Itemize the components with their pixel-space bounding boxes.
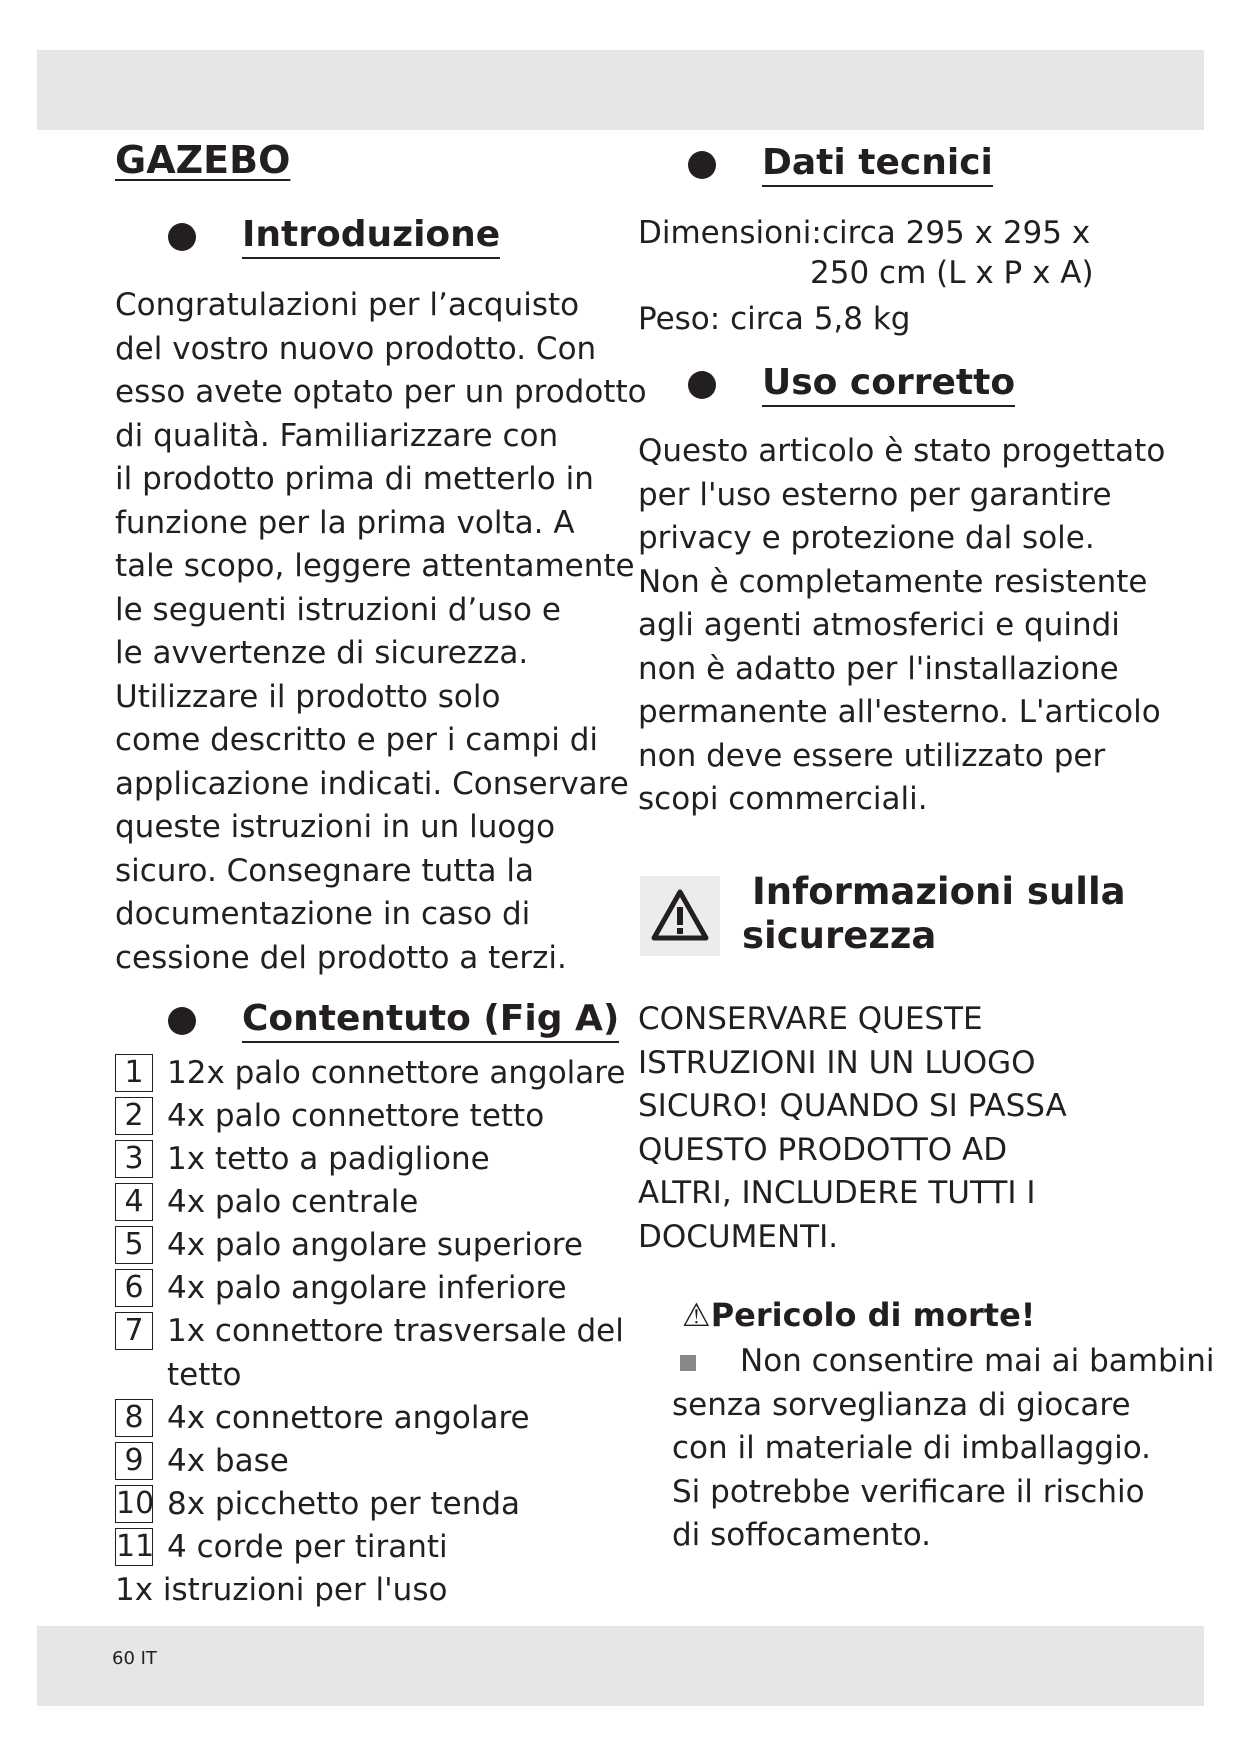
- intro-line: Congratulazioni per l’acquisto: [115, 287, 580, 323]
- intro-line: queste istruzioni in un luogo: [115, 809, 556, 845]
- danger-line: Non consentire mai ai bambini: [680, 1340, 1215, 1384]
- safety-heading-line-1: Informazioni sulla: [752, 870, 1126, 913]
- list-item: 4 4x palo centrale: [115, 1183, 625, 1221]
- use-line: Non è completamente resistente: [638, 563, 1148, 600]
- use-heading: Uso corretto: [688, 362, 1015, 407]
- caps-line: QUESTO PRODOTTO AD: [638, 1131, 1008, 1168]
- intro-line: di qualità. Familiarizzare con: [115, 417, 559, 454]
- contents-list: [115, 1054, 625, 1609]
- weight: Peso: circa 5,8 kg: [638, 301, 911, 337]
- list-item: 11 4 corde per tiranti: [116, 1529, 448, 1565]
- page-title: GAZEBO: [115, 138, 291, 182]
- use-line: permanente all'esterno. L'articolo: [638, 694, 1161, 730]
- safety-heading-line-2: sicurezza: [742, 914, 937, 957]
- intro-line: come descritto e per i campi di: [115, 722, 598, 758]
- use-line: non è adatto per l'installazione: [638, 650, 1119, 687]
- warning-icon: [640, 876, 720, 956]
- bullet-icon: [688, 151, 716, 179]
- danger-line: senza sorveglianza di giocare: [672, 1386, 1131, 1423]
- list-item: 5 4x palo angolare superiore: [115, 1226, 625, 1264]
- list-item-continuation: tetto: [167, 1357, 242, 1393]
- list-item: 10 8x picchetto per tenda: [116, 1486, 521, 1522]
- list-item: 3 1x tetto a padiglione: [115, 1140, 625, 1178]
- dimensions-value-2: 250 cm (L x P x A): [810, 255, 1094, 291]
- caps-line: ALTRI, INCLUDERE TUTTI I: [638, 1175, 1036, 1211]
- intro-line: cessione del prodotto a terzi.: [115, 939, 567, 976]
- footer-band: [37, 1626, 1204, 1706]
- intro-line: del vostro nuovo prodotto. Con: [115, 330, 597, 367]
- caps-line: DOCUMENTI.: [638, 1218, 839, 1255]
- caps-line: SICURO! QUANDO SI PASSA: [638, 1088, 1067, 1124]
- list-item: 7 1x connettore trasversale del: [115, 1312, 625, 1350]
- danger-paragraph: [672, 1340, 1215, 1558]
- bullet-icon: [168, 223, 196, 251]
- intro-line: il prodotto prima di metterlo in: [115, 461, 594, 497]
- use-line: non deve essere utilizzato per: [638, 737, 1106, 774]
- list-item: 9 4x base: [115, 1442, 625, 1480]
- caps-line: ISTRUZIONI IN UN LUOGO: [638, 1044, 1036, 1081]
- bullet-icon: [688, 371, 716, 399]
- list-item: 2 4x palo connettore tetto: [115, 1097, 625, 1135]
- intro-line: funzione per la prima volta. A: [115, 504, 575, 541]
- intro-line: Utilizzare il prodotto solo: [115, 678, 501, 715]
- caps-warning: [638, 998, 1067, 1259]
- intro-line: esso avete optato per un prodotto: [115, 374, 647, 410]
- header-band: [37, 50, 1204, 130]
- danger-line: con il materiale di imballaggio.: [672, 1430, 1152, 1466]
- intro-line: applicazione indicati. Conservare: [115, 765, 629, 802]
- list-item: 8 4x connettore angolare: [115, 1399, 625, 1437]
- intro-line: tale scopo, leggere attentamente: [115, 548, 635, 584]
- use-paragraph: [638, 430, 1165, 822]
- page-number: 60 IT: [112, 1648, 157, 1669]
- dimensions-value-1: circa 295 x 295 x: [822, 215, 1091, 251]
- list-item: 6 4x palo angolare inferiore: [115, 1269, 625, 1307]
- intro-heading: Introduzione: [168, 214, 500, 259]
- tech-heading: Dati tecnici: [688, 142, 993, 187]
- intro-line: documentazione in caso di: [115, 896, 531, 932]
- danger-line: di soffocamento.: [672, 1517, 931, 1553]
- list-item: 1 12x palo connettore angolare: [115, 1054, 625, 1092]
- intro-line: le avvertenze di sicurezza.: [115, 635, 529, 671]
- use-line: per l'uso esterno per garantire: [638, 476, 1112, 513]
- danger-title: ⚠Pericolo di morte!: [682, 1296, 1036, 1334]
- dimensions-label: Dimensioni:: [638, 215, 822, 251]
- use-line: scopi commerciali.: [638, 781, 928, 817]
- contents-heading: Contentuto (Fig A): [168, 998, 619, 1043]
- use-line: privacy e protezione dal sole.: [638, 520, 1095, 556]
- square-bullet-icon: [680, 1355, 696, 1371]
- intro-line: le seguenti istruzioni d’uso e: [115, 591, 561, 628]
- intro-paragraph: [115, 284, 647, 980]
- manual-line: 1x istruzioni per l'uso: [115, 1572, 448, 1608]
- caps-line: CONSERVARE QUESTE: [638, 1001, 983, 1037]
- bullet-icon: [168, 1007, 196, 1035]
- use-line: Questo articolo è stato progettato: [638, 433, 1166, 469]
- use-line: agli agenti atmosferici e quindi: [638, 607, 1120, 643]
- danger-line: Si potrebbe verificare il rischio: [672, 1473, 1145, 1510]
- intro-line: sicuro. Consegnare tutta la: [115, 852, 535, 889]
